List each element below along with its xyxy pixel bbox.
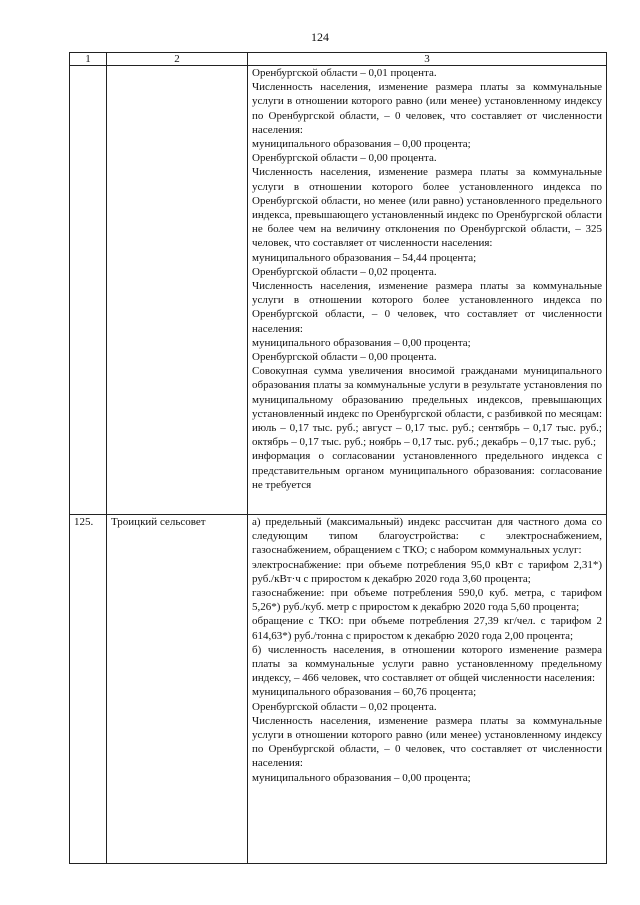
municipality-name bbox=[107, 66, 248, 515]
municipality-name: Троицкий сельсовет bbox=[107, 515, 248, 864]
row-content bbox=[248, 515, 607, 864]
content-paragraph: информация о согласовании установленного предельного индекса с представительным органом муниципального образования: согласование не требуется bbox=[252, 450, 602, 491]
content-paragraph: Численность населения, изменение размера платы за коммунальные услуги в отношении которого равно (или менее) установленному индексу по Оренбургской области, – 0 человек, что составляет от численности населения: bbox=[252, 81, 602, 136]
document-table bbox=[69, 52, 607, 864]
content-paragraph: муниципального образования – 0,00 процента; bbox=[252, 336, 471, 349]
table-header-row bbox=[70, 53, 607, 66]
content-paragraph: Оренбургской области – 0,00 процента. bbox=[252, 152, 437, 165]
content-paragraph: муниципального образования – 60,76 процента; bbox=[252, 686, 477, 699]
content-paragraph: Оренбургской области – 0,00 процента. bbox=[252, 351, 437, 364]
content-paragraph: Оренбургской области – 0,02 процента. bbox=[252, 265, 437, 278]
content-paragraph: муниципального образования – 0,00 процента; bbox=[252, 138, 471, 151]
content-paragraph: Оренбургской области – 0,01 процента. bbox=[252, 67, 437, 79]
table-row bbox=[70, 66, 607, 515]
table-row bbox=[70, 515, 607, 864]
header-col-1: 1 bbox=[70, 53, 107, 66]
content-paragraph: муниципального образования – 54,44 процента; bbox=[252, 251, 477, 264]
content-paragraph: муниципального образования – 0,00 процента; bbox=[252, 771, 471, 784]
content-paragraph: Численность населения, изменение размера платы за коммунальные услуги в отношении которого более установленного индекса по Оренбургской области, – 0 человек, что составляет от численности населения: bbox=[252, 280, 602, 335]
content-paragraph: газоснабжение: при объеме потребления 590,0 куб. метра, с тарифом 5,26*) руб./куб. метр с приростом к декабрю 2020 года 5,60 процента; bbox=[252, 587, 602, 614]
row-content bbox=[248, 66, 607, 515]
content-paragraph: а) предельный (максимальный) индекс рассчитан для частного дома со следующим типом благоустройства: с электроснабжением, газоснабжением, обращением с ТКО; с набором коммунальных услуг: bbox=[252, 516, 602, 557]
content-paragraph: Оренбургской области – 0,02 процента. bbox=[252, 700, 437, 713]
content-paragraph: Численность населения, изменение размера платы за коммунальные услуги в отношении которого равно (или менее) установленному индексу по Оренбургской области, – 0 человек, что составляет от численности населения: bbox=[252, 714, 602, 770]
row-number bbox=[70, 66, 107, 515]
content-paragraph: Совокупная сумма увеличения вносимой гражданами муниципального образования платы за коммунальные услуги в результате установления по муниципальному образованию предельных индексов, превышающих установленный индекс по Оренбургской области, с разбивкой по месяцам: июль – 0,17 тыс. руб.; август – 0,17 тыс. руб.; сентябрь – 0,17 тыс. руб.; октябрь – 0,17 тыс. руб.; ноябрь – 0,17 тыс. руб.; декабрь – 0,17 тыс. руб.; bbox=[252, 365, 602, 449]
header-col-3: 3 bbox=[248, 53, 607, 66]
content-paragraph: Численность населения, изменение размера платы за коммунальные услуги в отношении которого более установленного индекса по Оренбургской области, но менее (или равно) установленного предельного индекса, превышающего установленный индекс по Оренбургской области не более чем на величину отклонения по Оренбургской области, – 325 человек, что составляет от численности населения: bbox=[252, 166, 602, 250]
content-paragraph: обращение с ТКО: при объеме потребления 27,39 кг/чел. с тарифом 2 614,63*) руб./тонна с приростом к декабрю 2020 года 2,00 процента; bbox=[252, 615, 602, 642]
header-col-2: 2 bbox=[107, 53, 248, 66]
content-paragraph: б) численность населения, в отношении которого изменение размера платы за коммунальные услуги равно установленному предельному индексу, – 466 человек, что составляет от общей численности населения: bbox=[252, 643, 602, 685]
content-paragraph: электроснабжение: при объеме потребления 95,0 кВт с тарифом 2,31*) руб./кВт·ч с приростом к декабрю 2020 года 3,60 процента; bbox=[252, 558, 602, 585]
page-number: 124 bbox=[311, 30, 329, 44]
row-number: 125. bbox=[70, 515, 107, 864]
